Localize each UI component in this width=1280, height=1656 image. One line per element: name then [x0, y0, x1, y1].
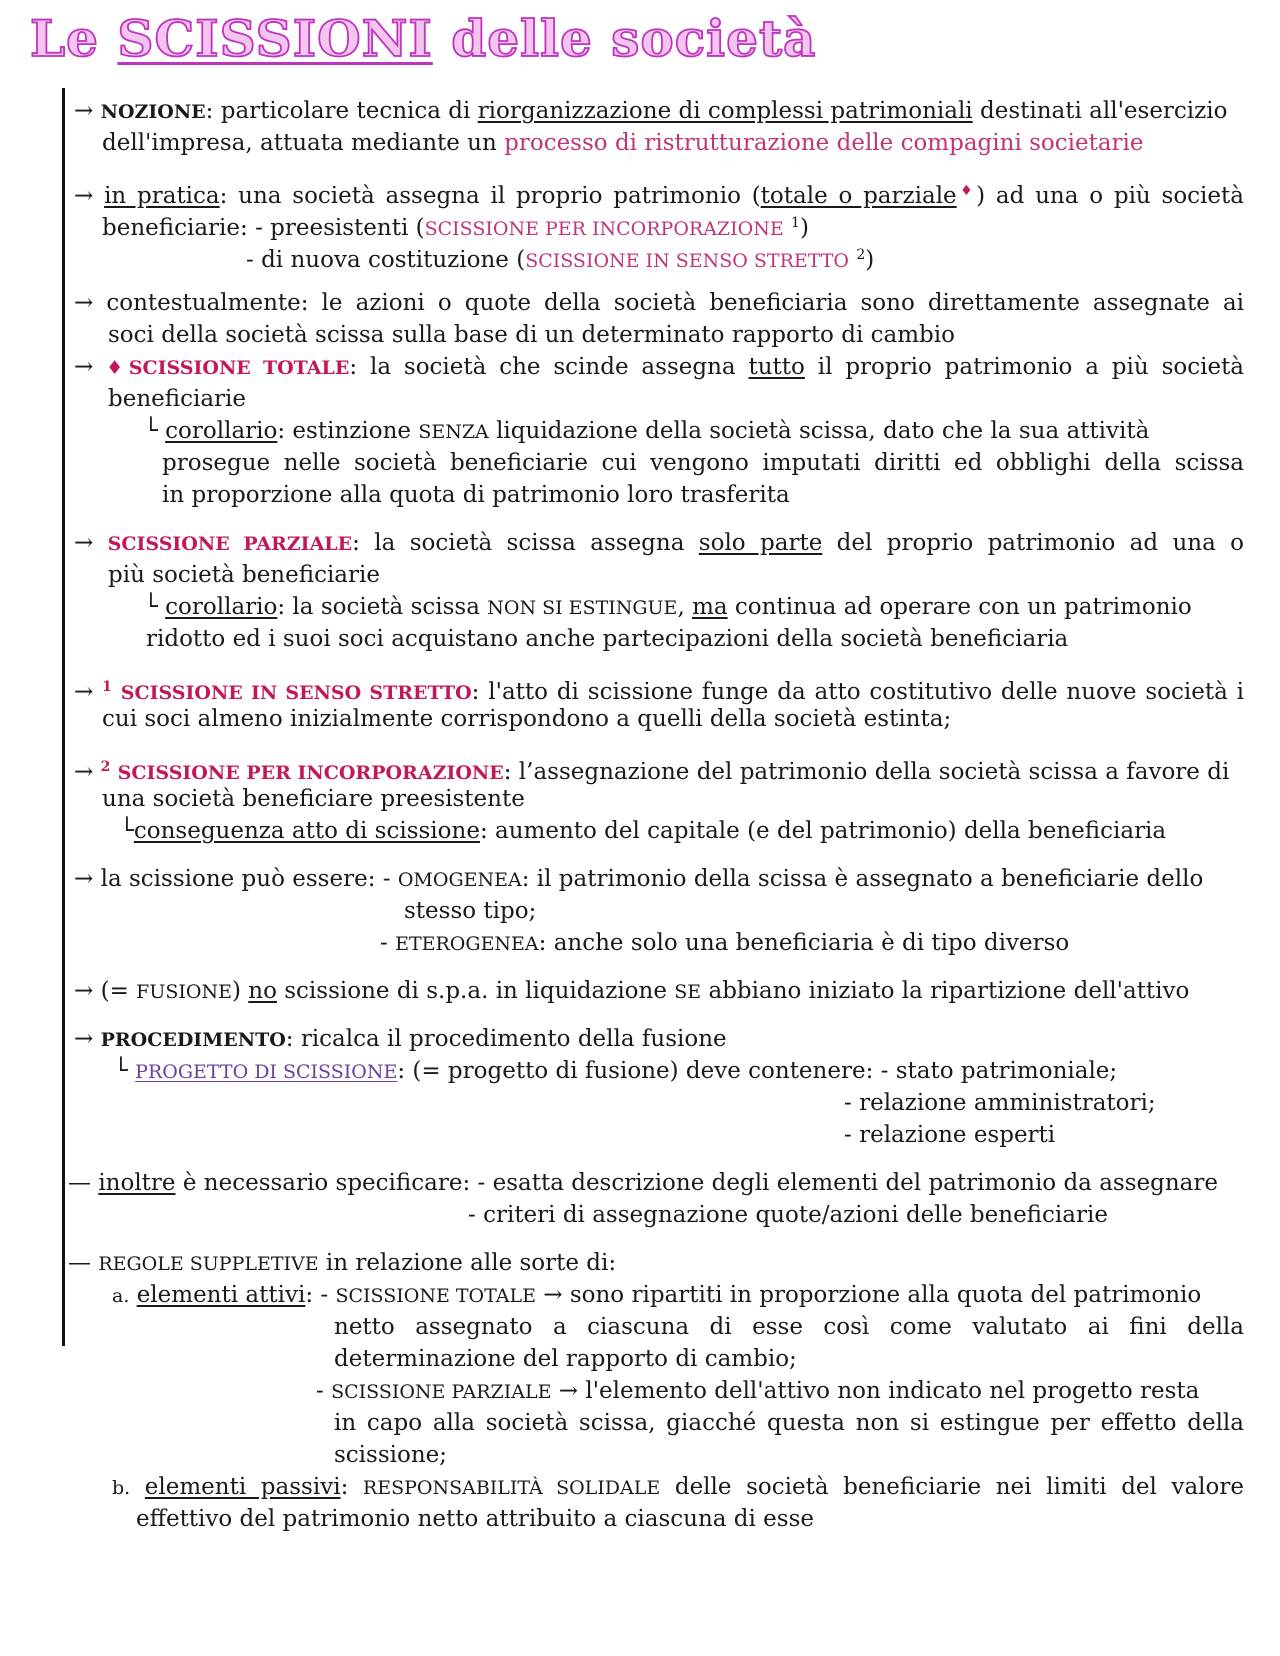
- margin-rule: [62, 88, 65, 1346]
- progetto-di-scissione-link: PROGETTO DI SCISSIONE: [135, 1061, 398, 1083]
- page-title: Le SCISSIONI delle società: [30, 9, 817, 68]
